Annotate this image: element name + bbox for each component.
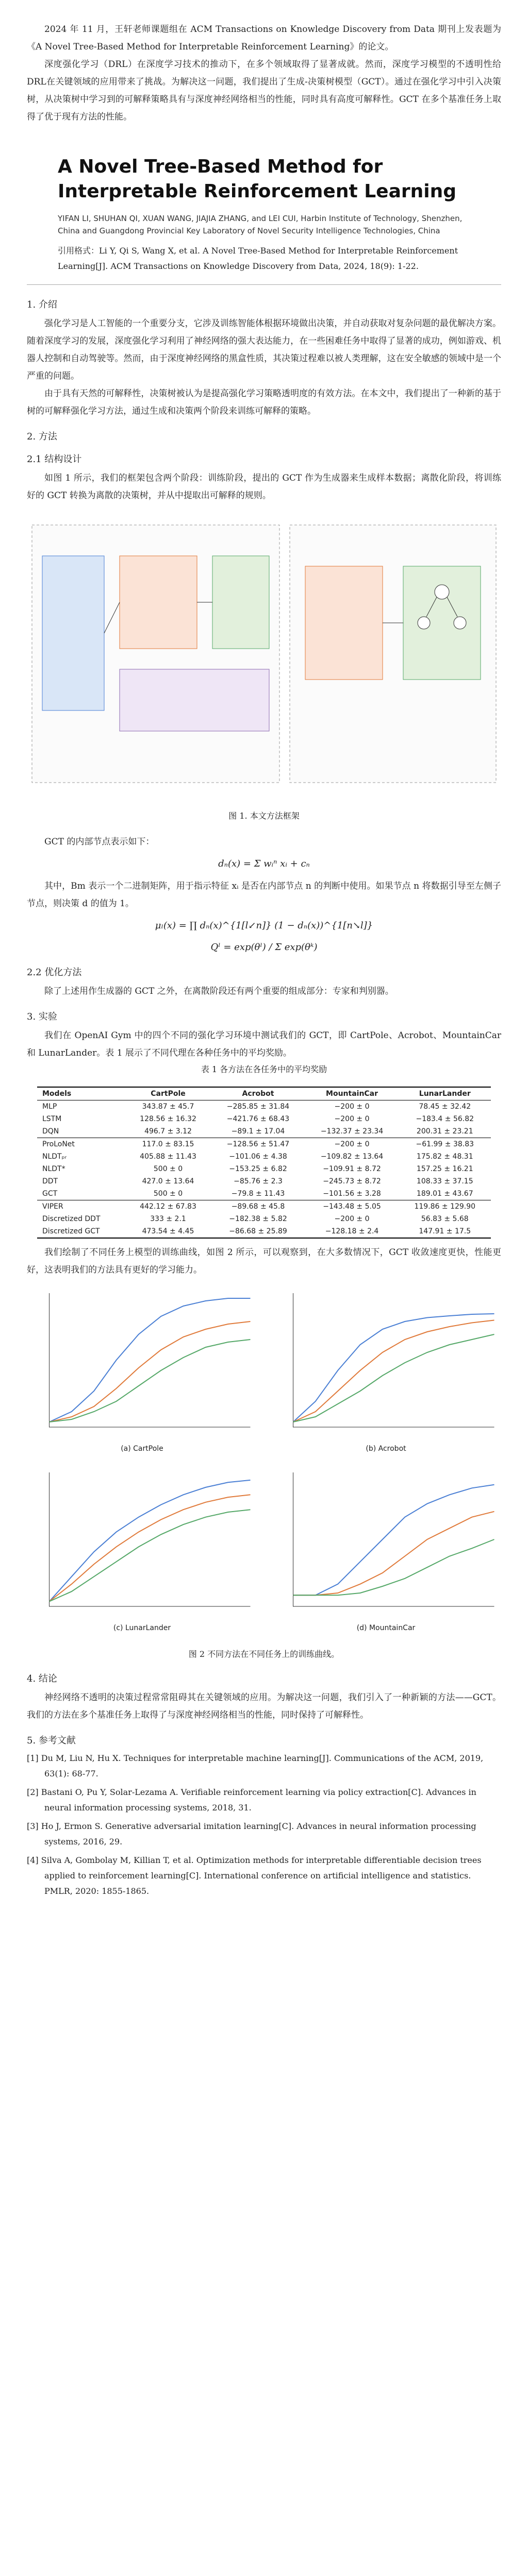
- reward-cell: −86.68 ± 25.89: [229, 1227, 287, 1235]
- paper-header: [58, 155, 470, 274]
- chart-svg: [271, 1467, 501, 1622]
- section-heading: 5. 参考文献: [27, 1735, 76, 1746]
- series-line: [293, 1485, 494, 1596]
- table-row: [37, 1138, 491, 1151]
- section-heading: 4. 结论: [27, 1673, 57, 1684]
- reward-cell: 500 ± 0: [153, 1165, 183, 1173]
- chart-axis: [50, 1293, 251, 1427]
- series-line: [50, 1321, 251, 1422]
- intro-paragraph: 2024 年 11 月，王轩老师课题组在 ACM Transactions on Knowledge Discovery from Data 期刊上发表题为《A Novel Tree-Based Method for Interpretable Reinforcement Learning》的论文。: [27, 24, 501, 52]
- chart-subtitle: (d) MountainCar: [356, 1624, 416, 1632]
- reward-cell: −421.76 ± 68.43: [226, 1115, 290, 1123]
- chart-subtitle: (c) LunarLander: [113, 1624, 171, 1632]
- model-name-cell: NLDT*: [42, 1165, 65, 1173]
- framework-figure: [27, 515, 501, 803]
- chart-panel: [271, 1467, 501, 1637]
- reward-cell: 108.33 ± 37.15: [416, 1177, 473, 1185]
- body-paragraph: 我们绘制了不同任务上模型的训练曲线，如图 2 所示，可以观察到，在大多数情况下，GCT 收敛速度更快，性能更好，这表明我们的方法具有更好的学习能力。: [27, 1247, 501, 1275]
- reward-cell: 157.25 ± 16.21: [416, 1165, 473, 1173]
- model-name-cell: LSTM: [42, 1115, 62, 1123]
- reward-cell: 473.54 ± 4.45: [142, 1227, 194, 1235]
- model-name-cell: VIPER: [42, 1202, 63, 1211]
- reward-cell: 119.86 ± 129.90: [414, 1202, 476, 1211]
- table-row: [37, 1113, 491, 1125]
- reward-cell: −200 ± 0: [334, 1215, 370, 1223]
- body-paragraph: 由于具有天然的可解释性，决策树被认为是提高强化学习策略透明度的有效方法。在本文中，我们提出了一种新的基于树的可解释强化学习方法，通过生成和决策两个阶段来训练可解释的策略。: [27, 388, 501, 416]
- reward-cell: −143.48 ± 5.05: [323, 1202, 381, 1211]
- reward-cell: 78.45 ± 32.42: [419, 1103, 471, 1111]
- chart-subtitle: (a) CartPole: [121, 1445, 163, 1453]
- model-name-cell: GCT: [42, 1190, 58, 1198]
- reward-cell: 56.83 ± 5.68: [421, 1215, 469, 1223]
- reward-cell: −132.37 ± 23.34: [320, 1127, 384, 1136]
- section-heading: 1. 介绍: [27, 299, 57, 310]
- reference-item: [1] Du M, Liu N, Hu X. Techniques for interpretable machine learning[J]. Communications of the ACM, 2019, 63(1): 68-77.: [27, 1753, 484, 1778]
- reward-cell: −200 ± 0: [334, 1115, 370, 1123]
- chart-subtitle: (b) Acrobot: [366, 1445, 406, 1453]
- reward-cell: −79.8 ± 11.43: [231, 1190, 285, 1198]
- reward-cell: −245.73 ± 8.72: [323, 1177, 381, 1185]
- reward-cell: −153.25 ± 6.82: [229, 1165, 287, 1173]
- reward-cell: −101.06 ± 4.38: [229, 1153, 287, 1161]
- section-heading: 3. 实验: [27, 1011, 57, 1022]
- reward-cell: −128.18 ± 2.4: [325, 1227, 379, 1235]
- chart-axis: [293, 1293, 494, 1427]
- abstract-paragraph: 深度强化学习（DRL）在深度学习技术的推动下，在多个领域取得了显著成就。然而，深度学习模型的不透明性给DRL在关键领域的应用带来了挑战。为解决这一问题，我们提出了生成-决策树模型（GCT）。通过在强化学习中引入决策树，从决策树中学习到的可解释策略具有与深度神经网络相当的性能，同时具有高度可解释性。GCT 在多个基准任务上取得了优于现有方法的性能。: [27, 59, 501, 122]
- chart-svg: [27, 1288, 257, 1443]
- reward-cell: −101.56 ± 3.28: [323, 1190, 381, 1198]
- body-paragraph: GCT 的内部节点表示如下：: [44, 837, 155, 847]
- subsection-heading: 2.2 优化方法: [27, 967, 82, 978]
- model-name-cell: DDT: [42, 1177, 58, 1185]
- equation: μₗ(x) = ∏ dₙ(x)^{1[l↙n]} (1 − dₙ(x))^{1[n↘l]}: [155, 920, 373, 931]
- equation: dₙ(x) = Σ wᵢⁿ xᵢ + cₙ: [218, 858, 310, 869]
- reward-cell: −109.82 ± 13.64: [320, 1153, 384, 1161]
- table-caption: 表 1 各方法在各任务中的平均奖励: [201, 1064, 327, 1074]
- subsection-heading: 2.1 结构设计: [27, 454, 82, 465]
- series-line: [293, 1539, 494, 1595]
- reward-cell: −183.4 ± 56.82: [416, 1115, 474, 1123]
- reward-cell: 405.88 ± 11.43: [140, 1153, 196, 1161]
- model-name-cell: MLP: [42, 1103, 57, 1111]
- reward-cell: −182.38 ± 5.82: [229, 1215, 287, 1223]
- body-paragraph: 强化学习是人工智能的一个重要分支，它涉及训练智能体根据环境做出决策，并自动获取对复杂问题的最优解决方案。随着深度学习的发展，深度强化学习利用了神经网络的强大表达能力，在一些困难任务中取得了显著的成功，例如游戏、机器人控制和自动驾驶等。然而，由于深度神经网络的黑盒性质，其决策过程难以被人类理解，这在安全敏感的领域中是一个严重的问题。: [27, 318, 501, 381]
- model-name-cell: ProLoNet: [42, 1140, 75, 1148]
- paper-title: A Novel Tree-Based Method for Interpretable Reinforcement Learning: [58, 156, 456, 202]
- body-paragraph: 其中，Bm 表示一个二进制矩阵，用于指示特征 xᵢ 是否在内部节点 n 的判断中使用。如果节点 n 将数据引导至左侧子节点，则决策 d 的值为 1。: [27, 881, 501, 909]
- reward-cell: 343.87 ± 45.7: [142, 1103, 194, 1111]
- table-header: Acrobot: [242, 1090, 274, 1098]
- equation: Qˡ = exp(θˡ) / Σ exp(θᵏ): [210, 942, 318, 953]
- reward-cell: −200 ± 0: [334, 1103, 370, 1111]
- figure-caption: 图 2 不同方法在不同任务上的训练曲线。: [188, 1649, 340, 1659]
- table-row: [37, 1200, 491, 1213]
- table-row: [37, 1100, 491, 1113]
- reward-cell: −61.99 ± 38.83: [416, 1140, 474, 1148]
- table-row: [37, 1213, 491, 1225]
- series-line: [293, 1334, 494, 1422]
- reward-cell: 442.12 ± 67.83: [140, 1202, 196, 1211]
- reward-cell: 175.82 ± 48.31: [416, 1153, 473, 1161]
- body-paragraph: 除了上述用作生成器的 GCT 之外，在离散阶段还有两个重要的组成部分：专家和判别器。: [44, 986, 394, 996]
- chart-panel: [271, 1288, 501, 1458]
- table-row: [37, 1225, 491, 1238]
- reward-cell: −285.85 ± 31.84: [226, 1103, 290, 1111]
- body-paragraph: 神经网络不透明的决策过程常常阻碍其在关键领域的应用。为解决这一问题，我们引入了一种新颖的方法——GCT。我们的方法在多个基准任务上取得了与深度神经网络相当的性能，同时保持了可解释性。: [27, 1692, 501, 1720]
- reward-cell: −109.91 ± 8.72: [323, 1165, 381, 1173]
- reward-cell: 333 ± 2.1: [150, 1215, 186, 1223]
- series-line: [50, 1298, 251, 1422]
- table-header: MountainCar: [326, 1090, 378, 1098]
- chart-svg: [27, 1467, 257, 1622]
- body-paragraph: 如图 1 所示，我们的框架包含两个阶段：训练阶段，提出的 GCT 作为生成器来生成样本数据；离散化阶段，将训练好的 GCT 转换为离散的决策树，并从中提取出可解释的规则。: [27, 473, 501, 501]
- reward-cell: 200.31 ± 23.21: [416, 1127, 473, 1136]
- reward-cell: −89.1 ± 17.04: [231, 1127, 285, 1136]
- framework-diagram: [27, 515, 501, 793]
- reward-cell: 189.01 ± 43.67: [416, 1190, 473, 1198]
- table-row: [37, 1188, 491, 1200]
- table-row: [37, 1163, 491, 1175]
- reference-item: [4] Silva A, Gombolay M, Killian T, et al. Optimization methods for interpretable differentiable decision trees applied to reinforcement learning[C]. International conference on artificial intelligence and statistics. PMLR, 2020: 1855-1865.: [27, 1855, 482, 1896]
- reward-cell: 117.0 ± 83.15: [142, 1140, 194, 1148]
- table-header: CartPole: [151, 1090, 186, 1098]
- results-table: [37, 1087, 491, 1239]
- reward-cell: −89.68 ± 45.8: [231, 1202, 285, 1211]
- reward-cell: 427.0 ± 13.64: [142, 1177, 194, 1185]
- model-name-cell: Discretized GCT: [42, 1227, 100, 1235]
- reward-cell: 147.91 ± 17.5: [419, 1227, 471, 1235]
- reward-cell: 500 ± 0: [153, 1190, 183, 1198]
- body-paragraph: 我们在 OpenAI Gym 中的四个不同的强化学习环境中测试我们的 GCT，即 CartPole、Acrobot、MountainCar 和 LunarLander。表 1 展示了不同代理在各种任务中的平均奖励。: [27, 1030, 501, 1058]
- model-name-cell: DQN: [42, 1127, 59, 1136]
- chart-panel: [27, 1467, 257, 1637]
- reference-item: [3] Ho J, Ermon S. Generative adversarial imitation learning[C]. Advances in neural information processing systems, 2016, 29.: [27, 1821, 476, 1846]
- series-line: [293, 1320, 494, 1422]
- reward-cell: 496.7 ± 3.12: [144, 1127, 192, 1136]
- chart-axis: [293, 1472, 494, 1606]
- series-line: [50, 1340, 251, 1422]
- reference-list: [27, 1751, 501, 1899]
- model-name-cell: Discretized DDT: [42, 1215, 101, 1223]
- table-row: [37, 1125, 491, 1138]
- divider: [27, 284, 501, 285]
- paper-authors: YIFAN LI, SHUHAN QI, XUAN WANG, JIAJIA ZHANG, and LEI CUI, Harbin Institute of Technology, Shenzhen, China and Guangdong Provincial Key Laboratory of Novel Security Intelligence Technologies, China: [58, 214, 463, 235]
- reward-cell: −85.76 ± 2.3: [234, 1177, 283, 1185]
- reward-cell: 128.56 ± 16.32: [140, 1115, 196, 1123]
- series-line: [293, 1314, 494, 1422]
- figure-caption: 图 1. 本文方法框架: [228, 811, 300, 821]
- citation-text: 引用格式：Li Y, Qi S, Wang X, et al. A Novel Tree-Based Method for Interpretable Reinforcement Learning[J]. ACM Transactions on Knowledge Discovery from Data, 2024, 18(9): 1-22.: [58, 246, 458, 271]
- training-curves: [27, 1288, 501, 1637]
- reference-item: [2] Bastani O, Pu Y, Solar-Lezama A. Verifiable reinforcement learning via policy extraction[C]. Advances in neural information processing systems, 2018, 31.: [27, 1787, 476, 1812]
- chart-svg: [271, 1288, 501, 1443]
- table-row: [37, 1150, 491, 1163]
- model-name-cell: NLDTₚᵣ: [42, 1153, 67, 1161]
- chart-panel: [27, 1288, 257, 1458]
- reward-cell: −200 ± 0: [334, 1140, 370, 1148]
- reward-cell: −128.56 ± 51.47: [226, 1140, 290, 1148]
- series-line: [50, 1510, 251, 1601]
- table-header: Models: [42, 1090, 72, 1098]
- table-row: [37, 1175, 491, 1188]
- table-header: LunarLander: [419, 1090, 471, 1098]
- section-heading: 2. 方法: [27, 431, 57, 442]
